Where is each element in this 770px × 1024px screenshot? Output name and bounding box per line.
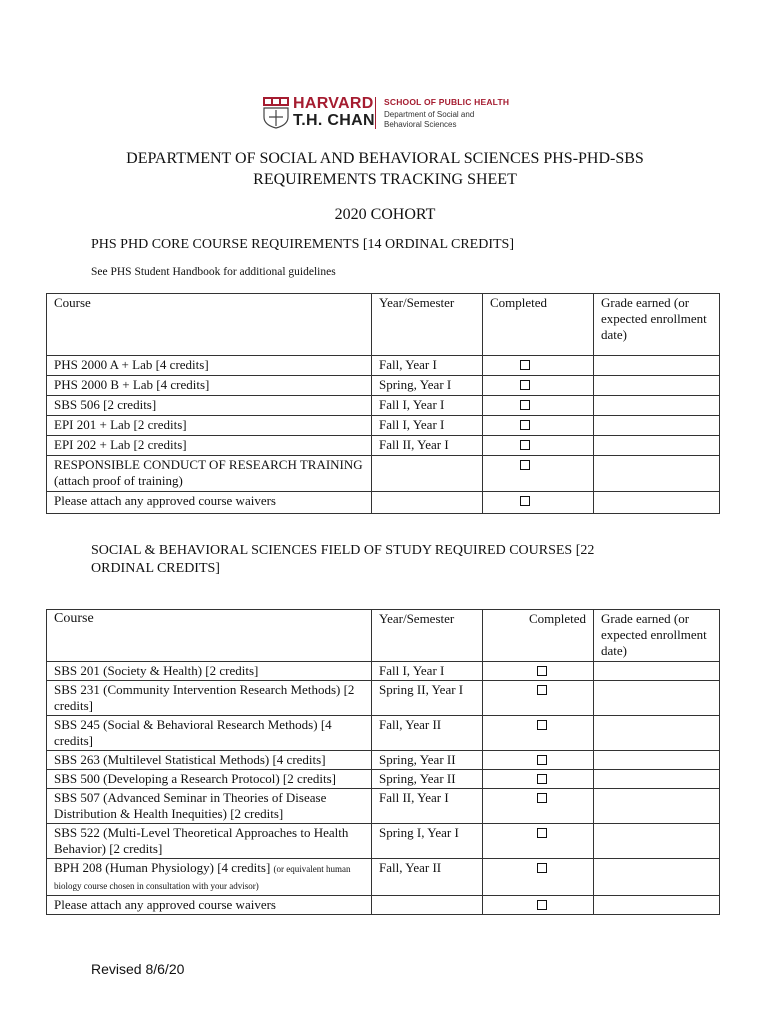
completed-checkbox[interactable]	[537, 720, 547, 730]
table-row	[47, 416, 720, 436]
table-row	[47, 662, 720, 681]
table-row	[47, 436, 720, 456]
course-cell: EPI 201 + Lab [2 credits]	[47, 416, 372, 436]
completed-checkbox[interactable]	[520, 420, 530, 430]
core-course-table	[46, 293, 720, 514]
completed-checkbox[interactable]	[520, 360, 530, 370]
course-cell: Please attach any approved course waivers	[47, 896, 372, 915]
course-cell: PHS 2000 B + Lab [4 credits]	[47, 376, 372, 396]
grade-cell[interactable]	[594, 896, 720, 915]
term-cell: Spring, Year II	[372, 770, 483, 789]
grade-cell[interactable]	[594, 396, 720, 416]
course-cell: RESPONSIBLE CONDUCT OF RESEARCH TRAINING (attach proof of training)	[47, 456, 372, 492]
completed-cell	[483, 751, 594, 770]
table-row	[47, 376, 720, 396]
course-cell: SBS 506 [2 credits]	[47, 396, 372, 416]
logo-harvard-text: HARVARD	[293, 95, 374, 112]
handbook-note: See PHS Student Handbook for additional guidelines	[91, 266, 336, 278]
term-cell: Spring, Year II	[372, 751, 483, 770]
term-cell: Spring, Year I	[372, 376, 483, 396]
table-row	[47, 681, 720, 716]
page-title-line2: REQUIREMENTS TRACKING SHEET	[253, 171, 517, 188]
harvard-chan-logo	[263, 95, 513, 133]
completed-checkbox[interactable]	[520, 380, 530, 390]
course-cell: SBS 245 (Social & Behavioral Research Methods) [4 credits]	[47, 716, 372, 751]
course-cell: SBS 201 (Society & Health) [2 credits]	[47, 662, 372, 681]
term-cell: Spring I, Year I	[372, 824, 483, 859]
table-row	[47, 859, 720, 896]
cohort-label: 2020 COHORT	[334, 206, 436, 223]
table-row	[47, 456, 720, 492]
completed-checkbox[interactable]	[537, 774, 547, 784]
course-name: BPH 208 (Human Physiology) [4 credits]	[54, 860, 271, 875]
completed-checkbox[interactable]	[520, 496, 530, 506]
term-cell: Fall I, Year I	[372, 396, 483, 416]
course-note: (or equivalent human biology course chosen in consultation with your advisor)	[54, 864, 351, 891]
grade-cell[interactable]	[594, 436, 720, 456]
grade-cell[interactable]	[594, 416, 720, 436]
grade-cell[interactable]	[594, 859, 720, 896]
grade-cell[interactable]	[594, 356, 720, 376]
grade-cell[interactable]	[594, 681, 720, 716]
completed-cell	[483, 789, 594, 824]
completed-checkbox[interactable]	[537, 863, 547, 873]
term-cell: Fall, Year I	[372, 356, 483, 376]
completed-cell	[483, 681, 594, 716]
header-course: Course	[47, 294, 372, 356]
grade-cell[interactable]	[594, 824, 720, 859]
grade-cell[interactable]	[594, 456, 720, 492]
completed-checkbox[interactable]	[520, 400, 530, 410]
course-cell: PHS 2000 A + Lab [4 credits]	[47, 356, 372, 376]
completed-cell	[483, 396, 594, 416]
term-cell	[372, 456, 483, 492]
header-completed: Completed	[483, 294, 594, 356]
term-cell: Spring II, Year I	[372, 681, 483, 716]
course-cell	[47, 859, 372, 896]
header-grade: Grade earned (or expected enrollment date)	[594, 610, 720, 662]
logo-chan-text: T.H. CHAN	[293, 112, 375, 129]
completed-checkbox[interactable]	[537, 685, 547, 695]
field-of-study-table	[46, 609, 720, 915]
table-row	[47, 492, 720, 514]
term-cell: Fall I, Year I	[372, 416, 483, 436]
completed-cell	[483, 859, 594, 896]
completed-cell	[483, 824, 594, 859]
completed-cell	[483, 416, 594, 436]
grade-cell[interactable]	[594, 751, 720, 770]
course-cell: SBS 522 (Multi-Level Theoretical Approaches to Health Behavior) [2 credits]	[47, 824, 372, 859]
logo-department-text: Department of Social and Behavioral Sciences	[384, 110, 475, 129]
term-cell: Fall, Year II	[372, 716, 483, 751]
grade-cell[interactable]	[594, 376, 720, 396]
completed-checkbox[interactable]	[537, 828, 547, 838]
logo-school-text: SCHOOL OF PUBLIC HEALTH	[384, 97, 510, 107]
grade-cell[interactable]	[594, 662, 720, 681]
completed-cell	[483, 716, 594, 751]
term-cell	[372, 896, 483, 915]
core-requirements-heading: PHS PHD CORE COURSE REQUIREMENTS [14 ORDINAL CREDITS]	[91, 237, 515, 252]
table-row	[47, 356, 720, 376]
course-cell: SBS 507 (Advanced Seminar in Theories of Disease Distribution & Health Inequities) [2 credits]	[47, 789, 372, 824]
page-title-line1: DEPARTMENT OF SOCIAL AND BEHAVIORAL SCIENCES PHS-PHD-SBS	[126, 150, 644, 167]
completed-checkbox[interactable]	[537, 666, 547, 676]
table-row	[47, 396, 720, 416]
course-cell: Please attach any approved course waivers	[47, 492, 372, 514]
term-cell: Fall II, Year I	[372, 789, 483, 824]
completed-checkbox[interactable]	[537, 793, 547, 803]
completed-cell	[483, 492, 594, 514]
grade-cell[interactable]	[594, 716, 720, 751]
table-row	[47, 896, 720, 915]
revised-date: Revised 8/6/20	[91, 961, 185, 977]
grade-cell[interactable]	[594, 789, 720, 824]
completed-cell	[483, 456, 594, 492]
completed-cell	[483, 770, 594, 789]
completed-checkbox[interactable]	[537, 900, 547, 910]
completed-cell	[483, 376, 594, 396]
header-year-semester: Year/Semester	[372, 610, 483, 662]
logo-divider	[375, 97, 376, 129]
completed-checkbox[interactable]	[537, 755, 547, 765]
completed-checkbox[interactable]	[520, 460, 530, 470]
completed-cell	[483, 356, 594, 376]
header-grade: Grade earned (or expected enrollment date)	[594, 294, 720, 356]
harvard-shield-icon	[263, 97, 289, 129]
table-row	[47, 751, 720, 770]
completed-cell	[483, 896, 594, 915]
grade-cell[interactable]	[594, 492, 720, 514]
term-cell: Fall I, Year I	[372, 662, 483, 681]
course-cell: SBS 231 (Community Intervention Research Methods) [2 credits]	[47, 681, 372, 716]
header-course: Course	[47, 610, 372, 662]
completed-cell	[483, 662, 594, 681]
course-cell: SBS 263 (Multilevel Statistical Methods) [4 credits]	[47, 751, 372, 770]
course-cell: EPI 202 + Lab [2 credits]	[47, 436, 372, 456]
header-completed: Completed	[483, 610, 594, 662]
term-cell	[372, 492, 483, 514]
table-row	[47, 770, 720, 789]
table-row	[47, 716, 720, 751]
term-cell: Fall, Year II	[372, 859, 483, 896]
completed-checkbox[interactable]	[520, 440, 530, 450]
field-of-study-heading: SOCIAL & BEHAVIORAL SCIENCES FIELD OF STUDY REQUIRED COURSES [22 ORDINAL CREDITS]	[91, 543, 595, 576]
completed-cell	[483, 436, 594, 456]
course-cell: SBS 500 (Developing a Research Protocol) [2 credits]	[47, 770, 372, 789]
grade-cell[interactable]	[594, 770, 720, 789]
term-cell: Fall II, Year I	[372, 436, 483, 456]
header-year-semester: Year/Semester	[372, 294, 483, 356]
table-row	[47, 824, 720, 859]
table-row	[47, 789, 720, 824]
